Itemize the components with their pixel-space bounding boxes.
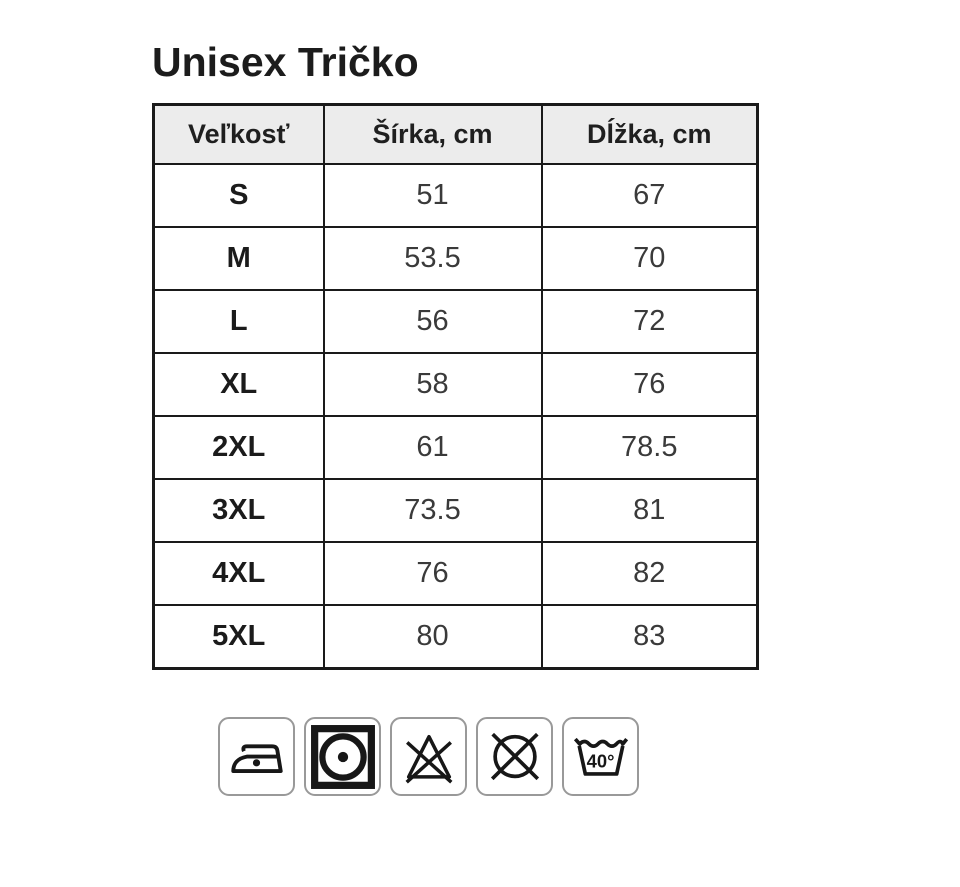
table-row xyxy=(154,353,758,416)
table-row xyxy=(154,542,758,605)
width-cell: 58 xyxy=(324,353,542,416)
size-cell: 5XL xyxy=(154,605,324,669)
width-cell: 56 xyxy=(324,290,542,353)
column-header-length: Dĺžka, cm xyxy=(542,105,758,165)
column-header-width: Šírka, cm xyxy=(324,105,542,165)
size-cell: 4XL xyxy=(154,542,324,605)
width-cell: 53.5 xyxy=(324,227,542,290)
table-row xyxy=(154,164,758,227)
width-cell: 80 xyxy=(324,605,542,669)
length-cell: 83 xyxy=(542,605,758,669)
length-cell: 82 xyxy=(542,542,758,605)
size-cell: XL xyxy=(154,353,324,416)
header-row xyxy=(154,105,758,165)
width-cell: 76 xyxy=(324,542,542,605)
length-cell: 72 xyxy=(542,290,758,353)
care-symbol-do-not-dry-clean xyxy=(476,717,553,796)
width-cell: 61 xyxy=(324,416,542,479)
tumble-dry-icon xyxy=(310,723,376,791)
size-cell: 2XL xyxy=(154,416,324,479)
length-cell: 76 xyxy=(542,353,758,416)
length-cell: 81 xyxy=(542,479,758,542)
care-symbol-do-not-bleach xyxy=(390,717,467,796)
size-cell: M xyxy=(154,227,324,290)
size-table xyxy=(152,103,759,670)
care-symbol-tumble-dry xyxy=(304,717,381,796)
table-row xyxy=(154,290,758,353)
length-cell: 70 xyxy=(542,227,758,290)
table-row xyxy=(154,227,758,290)
table-row xyxy=(154,416,758,479)
size-cell: L xyxy=(154,290,324,353)
table-row xyxy=(154,605,758,669)
width-cell: 73.5 xyxy=(324,479,542,542)
length-cell: 67 xyxy=(542,164,758,227)
table-row xyxy=(154,479,758,542)
size-cell: 3XL xyxy=(154,479,324,542)
care-symbol-iron xyxy=(218,717,295,796)
width-cell: 51 xyxy=(324,164,542,227)
care-symbol-wash-40 xyxy=(562,717,639,796)
wash-40-icon xyxy=(569,726,633,788)
iron-low-icon xyxy=(226,726,288,788)
do-not-dry-clean-icon xyxy=(484,726,546,788)
page-title: Unisex Tričko xyxy=(152,39,419,85)
content-column xyxy=(152,40,792,796)
column-header-size: Veľkosť xyxy=(154,105,324,165)
wash-temperature-label: 40° xyxy=(586,750,614,772)
size-cell: S xyxy=(154,164,324,227)
care-symbols-row xyxy=(218,717,792,796)
do-not-bleach-icon xyxy=(398,726,460,788)
length-cell: 78.5 xyxy=(542,416,758,479)
